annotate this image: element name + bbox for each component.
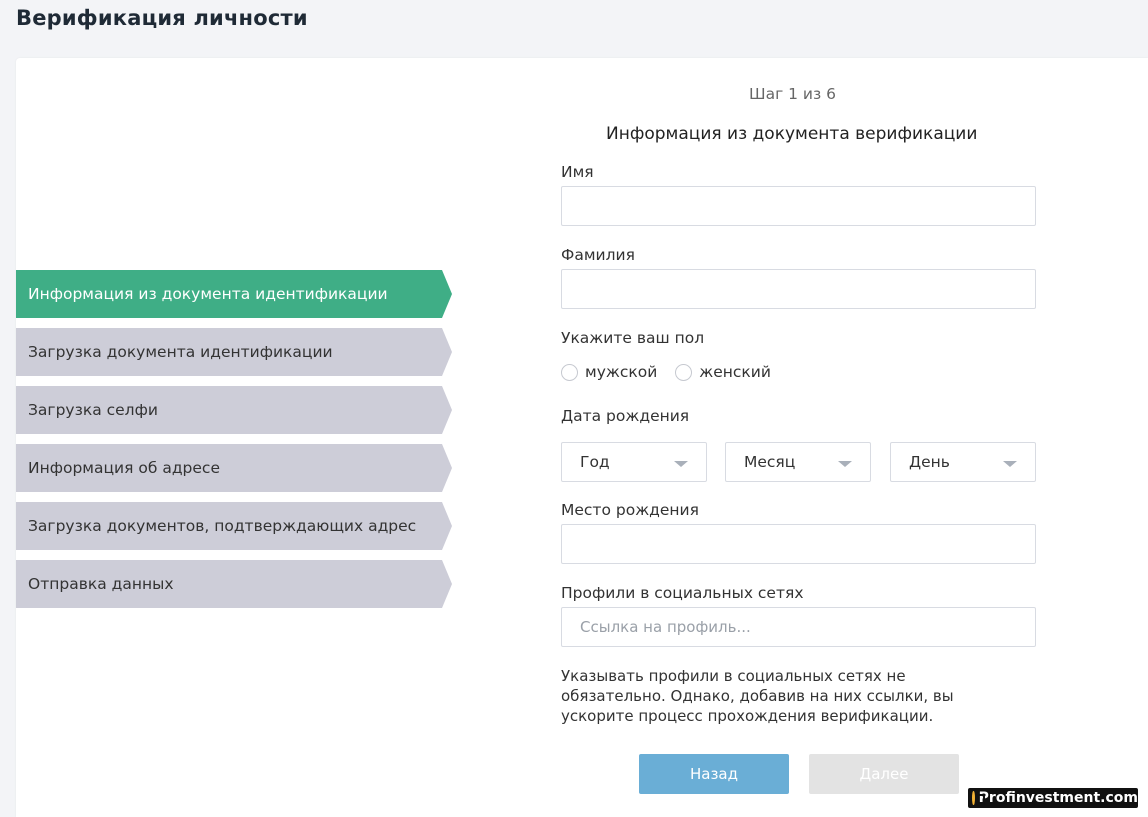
first-name-label: Имя [561,163,594,181]
chevron-down-icon [1003,461,1017,467]
step-identity-upload[interactable] [16,328,442,376]
step-label: Отправка данных [28,575,174,593]
social-profile-input[interactable] [561,607,1036,647]
social-hint-text: Указывать профили в социальных сетях не обязательно. Однако, добавив на них ссылки, вы ускорите процесс прохождения верификации. [561,667,954,725]
first-name-input[interactable] [561,186,1036,226]
birth-date-label: Дата рождения [561,407,690,425]
step-label: Загрузка документа идентификации [28,343,333,361]
gender-female-option[interactable] [675,363,771,381]
step-label: Загрузка документов, подтверждающих адрес [28,517,417,535]
verification-card [16,58,1148,817]
logo-icon [972,791,975,805]
step-label: Информация из документа идентификации [28,285,388,303]
last-name-input[interactable] [561,269,1036,309]
gender-female-label: женский [699,363,771,381]
last-name-label: Фамилия [561,246,635,264]
birth-place-input[interactable] [561,524,1036,564]
back-button[interactable]: Назад [639,754,789,794]
birth-day-value: День [909,453,950,471]
step-identity-info[interactable] [16,270,442,318]
gender-radio-group [561,363,789,381]
chevron-down-icon [838,461,852,467]
chevron-down-icon [674,461,688,467]
step-selfie-upload[interactable] [16,386,442,434]
birth-place-label: Место рождения [561,501,699,519]
birth-year-value: Год [580,453,610,471]
radio-button-female[interactable] [675,364,692,381]
watermark-text: Profinvestment.com [978,790,1138,806]
step-address-info[interactable] [16,444,442,492]
watermark-badge [968,788,1138,808]
gender-label: Укажите ваш пол [561,329,705,347]
next-button[interactable]: Далее [809,754,959,794]
form-title: Информация из документа верификации [606,124,978,144]
birth-month-value: Месяц [744,453,796,471]
social-profiles-label: Профили в социальных сетях [561,584,804,602]
birth-day-select[interactable] [890,442,1036,482]
step-address-docs-upload[interactable] [16,502,442,550]
gender-male-option[interactable] [561,363,657,381]
birth-month-select[interactable] [725,442,871,482]
step-counter: Шаг 1 из 6 [749,85,837,103]
birth-year-select[interactable] [561,442,707,482]
page-title: Верификация личности [16,6,308,30]
step-submit-data[interactable] [16,560,442,608]
gender-male-label: мужской [585,363,658,381]
radio-button-male[interactable] [561,364,578,381]
step-label: Загрузка селфи [28,401,158,419]
step-label: Информация об адресе [28,459,220,477]
